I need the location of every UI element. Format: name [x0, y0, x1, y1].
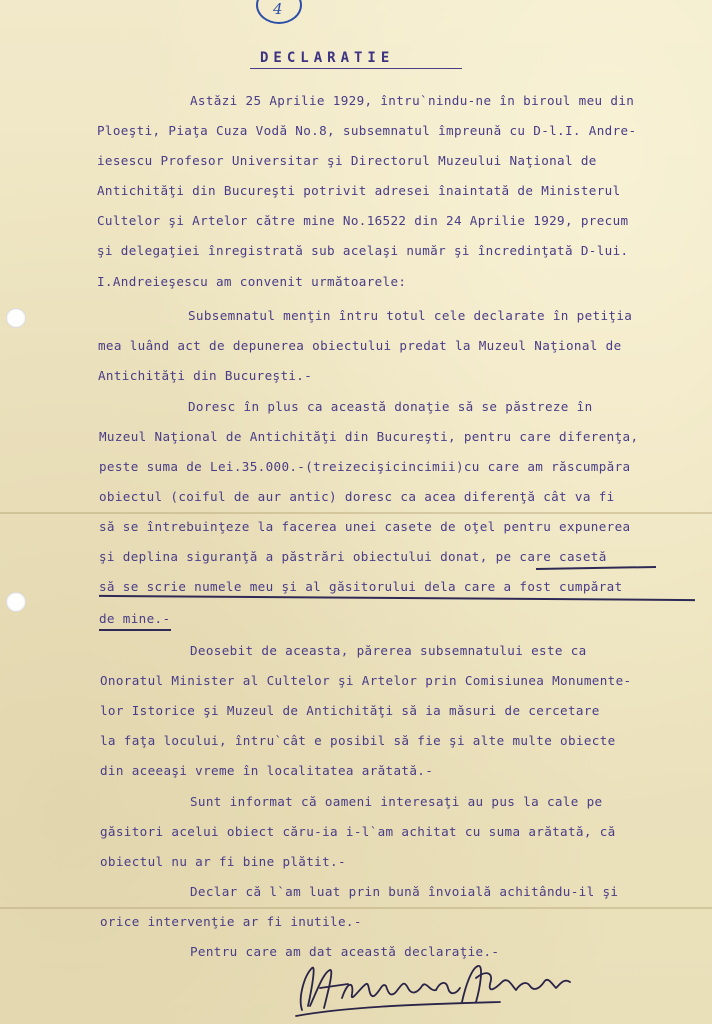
punch-hole	[6, 308, 26, 328]
text-line: Antichităţi din Bucureşti potrivit adresei înaintată de Ministerul	[97, 183, 621, 198]
text-line: orice intervenţie ar fi inutile.-	[100, 914, 362, 929]
text-line: Astăzi 25 Aprilie 1929, întru`nindu-ne în biroul meu din	[190, 93, 635, 108]
text-line: Deosebit de aceasta, părerea subsemnatului este ca	[190, 643, 587, 658]
text-line: să se întrebuinţeze la facerea unei casete de oţel pentru expunerea	[99, 519, 631, 534]
text-line: I.Andreieşescu am convenit următoarele:	[97, 274, 407, 289]
text-line: Declar că l`am luat prin bună învoială achitându-il şi	[190, 884, 619, 899]
document-title: DECLARATIE	[260, 50, 395, 66]
text-line: Cultelor şi Artelor către mine No.16522 din 24 Aprilie 1929, precum	[97, 213, 629, 228]
text-line: Ploeşti, Piaţa Cuza Vodă No.8, subsemnatul împreună cu D-l.I. Andre-	[97, 123, 637, 138]
text-line: la faţa locului, întru`cât e posibil să fie şi alte multe obiecte	[100, 733, 616, 748]
paper-fold	[0, 512, 712, 514]
handwritten-signature	[290, 958, 580, 1020]
text-line: din aceeaşi vreme în localitatea arătată.-	[100, 763, 434, 778]
pencil-underline	[536, 566, 656, 570]
text-line: găsitori acelui obiect căru-ia i-l`am achitat cu suma arătată, că	[100, 824, 616, 839]
text-line: şi deplina siguranţă a păstrări obiectului donat, pe care casetă	[99, 549, 607, 564]
text-line: de mine.-	[99, 611, 171, 626]
text-line: mea luând act de depunerea obiectului predat la Muzeul Naţional de	[98, 338, 622, 353]
text-line: Pentru care am dat această declaraţie.-	[190, 944, 500, 959]
text-line: obiectul (coiful de aur antic) doresc ca acea diferenţă cât va fi	[99, 489, 615, 504]
text-line: Subsemnatul menţin întru totul cele declarate în petiţia	[188, 308, 633, 323]
text-line: să se scrie numele meu şi al găsitorului dela care a fost cumpărat	[99, 579, 623, 594]
text-line: obiectul nu ar fi bine plătit.-	[100, 854, 346, 869]
page-number-circle	[256, 0, 302, 24]
text-line: lor Istorice şi Muzeul de Antichităţi să ia măsuri de cercetare	[100, 703, 600, 718]
pencil-underline	[99, 595, 695, 601]
text-line: Doresc în plus ca această donaţie să se păstreze în	[188, 399, 593, 414]
text-line: Muzeul Naţional de Antichităţi din Bucureşti, pentru care diferenţa,	[99, 429, 639, 444]
text-line: şi delegaţiei înregistrată sub acelaşi număr şi încredinţată D-lui.	[97, 243, 629, 258]
paper-fold	[0, 907, 712, 909]
text-line: peste suma de Lei.35.000.-(treizecişicincimii)cu care am răscumpăra	[99, 459, 631, 474]
pencil-underline	[99, 629, 171, 631]
punch-hole	[6, 592, 26, 612]
text-line: Sunt informat că oameni interesaţi au pus la cale pe	[190, 794, 603, 809]
text-line: iesescu Profesor Universitar şi Directorul Muzeului Naţional de	[97, 153, 597, 168]
text-line: Onoratul Minister al Cultelor şi Artelor prin Comisiunea Monumente-	[100, 673, 632, 688]
text-line: Antichităţi din Bucureşti.-	[98, 368, 313, 383]
title-underline	[250, 68, 462, 69]
page-number: 4	[273, 0, 283, 18]
